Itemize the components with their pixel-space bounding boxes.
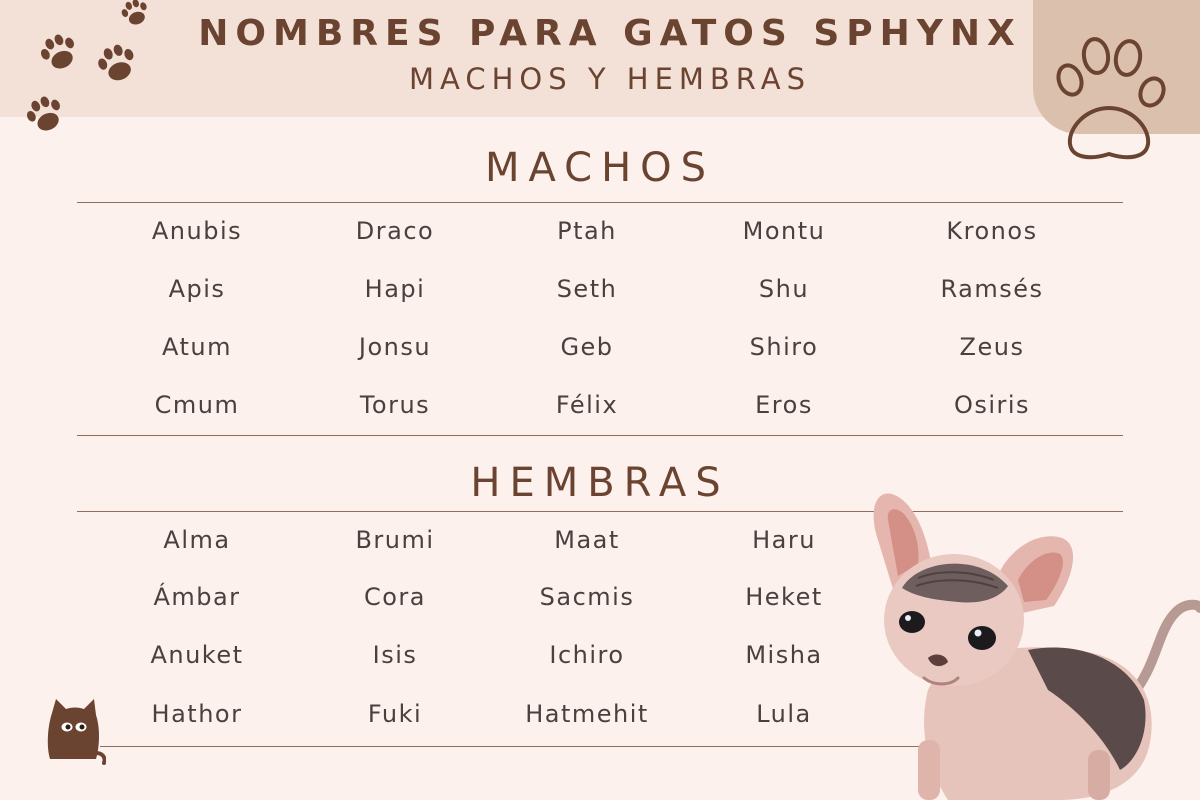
name-item: Osiris <box>953 391 1031 419</box>
name-item: Haru <box>752 526 816 554</box>
name-item: Ramsés <box>940 275 1044 303</box>
name-item: Jonsu <box>358 333 432 361</box>
name-item: Lula <box>756 700 812 728</box>
name-item: Hathor <box>151 700 243 728</box>
name-item: Sacmis <box>539 583 635 611</box>
name-item: Maat <box>554 526 620 554</box>
divider <box>77 202 1123 203</box>
name-item: Zeus <box>959 333 1025 361</box>
name-item: Cora <box>363 583 426 611</box>
name-item: Ámbar <box>153 583 241 611</box>
name-item: Shiro <box>749 333 819 361</box>
name-item: Anuket <box>150 641 244 669</box>
page-title: NOMBRES PARA GATOS SPHYNX <box>198 13 1022 54</box>
name-item: Montu <box>742 217 826 245</box>
divider <box>77 435 1123 436</box>
name-item: Brumi <box>355 526 435 554</box>
name-item: Ichiro <box>549 641 625 669</box>
section-title-machos: MACHOS <box>484 145 716 191</box>
name-item: Kronos <box>946 217 1038 245</box>
section-title-hembras: HEMBRAS <box>470 460 730 506</box>
name-item: Atum <box>162 333 232 361</box>
divider <box>100 746 922 747</box>
cat-icon <box>42 695 106 765</box>
name-item: Isis <box>372 641 418 669</box>
name-item: Seth <box>556 275 618 303</box>
name-item: Hatmehit <box>525 700 649 728</box>
name-item: Misha <box>745 641 823 669</box>
name-item: Torus <box>359 391 431 419</box>
page-subtitle: MACHOS Y HEMBRAS <box>408 62 812 96</box>
name-item: Eros <box>755 391 813 419</box>
name-item: Ptah <box>557 217 617 245</box>
name-item: Cmum <box>154 391 240 419</box>
sphynx-cat-illustration <box>858 490 1200 800</box>
name-item: Heket <box>745 583 823 611</box>
name-item: Félix <box>555 391 619 419</box>
paw-print-icon <box>20 92 70 138</box>
name-item: Alma <box>163 526 231 554</box>
name-item: Apis <box>168 275 226 303</box>
name-item: Shu <box>758 275 810 303</box>
name-item: Draco <box>355 217 435 245</box>
name-item: Fuki <box>367 700 423 728</box>
name-item: Hapi <box>364 275 426 303</box>
name-item: Geb <box>560 333 614 361</box>
name-item: Anubis <box>151 217 243 245</box>
